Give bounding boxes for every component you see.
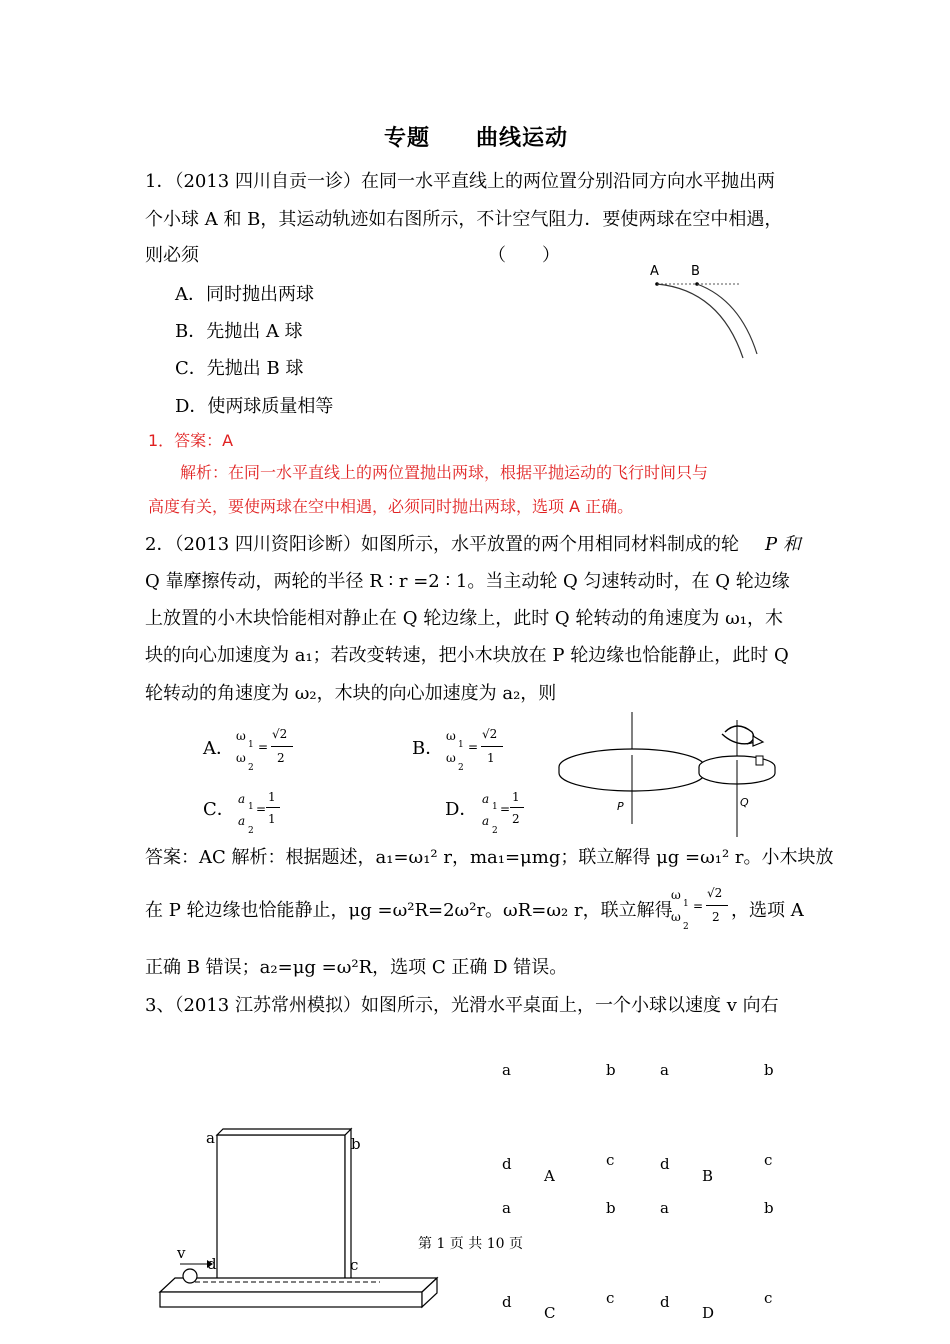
frac-rhs-num: 1	[512, 790, 520, 804]
q2-fig-label-q: Q	[740, 796, 749, 809]
frac-rhs-num: 1	[268, 790, 276, 804]
frac-sub: 2	[683, 922, 689, 932]
q1-line1: 1．（2013 四川自贡一诊）在同一水平直线上的两位置分别沿同方向水平抛出两	[145, 171, 775, 192]
grid-a-bl: d	[502, 1155, 512, 1173]
q1-line2: 个小球 A 和 B，其运动轨迹如右图所示，不计空气阻力．要使两球在空中相遇，	[145, 209, 783, 230]
grid-b-name: B	[702, 1167, 714, 1185]
q2-line1: 2．（2013 四川资阳诊断）如图所示，水平放置的两个用相同材料制成的轮	[145, 534, 739, 555]
grid-a-br: c	[606, 1151, 615, 1169]
grid-c-name: C	[544, 1304, 556, 1322]
q2-wheels-figure	[557, 712, 797, 837]
frac-sub: 2	[248, 826, 254, 836]
q1-paren: （ ）	[488, 245, 560, 266]
q2-line5: 轮转动的角速度为 ω₂，木块的向心加速度为 a₂，则	[145, 683, 557, 704]
grid-b-br: c	[764, 1151, 773, 1169]
grid-b-tl: a	[660, 1061, 669, 1079]
grid-d-bl: d	[660, 1293, 670, 1311]
q2-option-d-letter: D．	[445, 799, 478, 820]
q2-option-b-letter: B．	[412, 738, 444, 759]
frac-den: ω	[446, 751, 456, 765]
q2-answer-line2b: ，选项 A	[731, 900, 804, 921]
frac-den: ω	[671, 910, 681, 924]
frac-rhs-num: √2	[482, 727, 498, 741]
frac-rhs-den: 1	[487, 751, 495, 765]
q2-line1b: P 和	[765, 534, 801, 555]
grid-a-tl: a	[502, 1061, 511, 1079]
page-footer: 第 1 页 共 10 页	[418, 1236, 523, 1252]
q1-option-b: B．先抛出 A 球	[175, 321, 303, 342]
q1-option-a: A．同时抛出两球	[175, 284, 314, 305]
q2-answer-line1: 答案：AC 解析：根据题述，a₁=ω₁² r，ma₁=μmg；联立解得 μg =ω₁² r。小木块放	[145, 847, 834, 868]
q1-fig-label-b: B	[691, 264, 700, 279]
grid-d-name: D	[702, 1304, 715, 1322]
frac-rhs-den: 1	[268, 812, 276, 826]
q2-answer-line3: 正确 B 错误；a₂=μg =ω²R，选项 C 正确 D 错误。	[145, 957, 568, 978]
grid-d-br: c	[764, 1289, 773, 1307]
frac-sub: 2	[492, 826, 498, 836]
q3-label-b: b	[351, 1135, 361, 1153]
frac-rhs-den: 2	[277, 751, 285, 765]
q2-line4: 块的向心加速度为 a₁；若改变转速，把小木块放在 P 轮边缘也恰能静止，此时 Q	[145, 645, 789, 666]
q3-label-d: d	[207, 1255, 217, 1273]
q3-label-a: a	[206, 1129, 215, 1147]
frac-den: ω	[236, 751, 246, 765]
frac-sub: 1	[492, 802, 498, 812]
q1-line3: 则必须	[145, 245, 199, 266]
page-title: 专题 曲线运动	[384, 126, 569, 151]
q2-line3: 上放置的小木块恰能相对静止在 Q 轮边缘上，此时 Q 轮转动的角速度为 ω₁，木	[145, 608, 784, 629]
frac-sub: 1	[458, 740, 464, 750]
grid-d-tl: a	[660, 1199, 669, 1217]
q3-line1: 3、（2013 江苏常州模拟）如图所示，光滑水平桌面上，一个小球以速度 v 向右	[145, 995, 779, 1016]
q3-block-figure	[155, 1120, 445, 1310]
grid-b-bl: d	[660, 1155, 670, 1173]
frac-num: a	[238, 792, 246, 806]
q1-fig-label-a: A	[650, 264, 659, 279]
grid-c-tl: a	[502, 1199, 511, 1217]
frac-num: a	[482, 792, 490, 806]
frac-rhs-num: √2	[707, 886, 723, 900]
frac-den: a	[482, 814, 490, 828]
q2-option-c-letter: C．	[203, 799, 235, 820]
frac-sub: 2	[458, 763, 464, 773]
frac-sub: 2	[248, 763, 254, 773]
q1-analysis-1: 解析：在同一水平直线上的两位置抛出两球，根据平抛运动的飞行时间只与	[180, 463, 709, 482]
frac-rhs-den: 2	[712, 910, 720, 924]
q1-trajectory-figure	[645, 278, 775, 368]
frac-sub: 1	[248, 740, 254, 750]
grid-a-tr: b	[606, 1061, 616, 1079]
grid-d-tr: b	[764, 1199, 774, 1217]
frac-num: ω	[236, 729, 246, 743]
frac-num: ω	[446, 729, 456, 743]
frac-rhs-den: 2	[512, 812, 520, 826]
grid-a-name: A	[544, 1167, 555, 1185]
q1-option-c: C．先抛出 B 球	[175, 358, 304, 379]
q2-option-a-letter: A．	[203, 738, 234, 759]
q1-analysis-2: 高度有关，要使两球在空中相遇，必须同时抛出两球，选项 A 正确。	[148, 497, 634, 516]
q1-answer: 1．答案：A	[148, 431, 234, 450]
q2-fig-label-p: P	[617, 800, 624, 813]
grid-c-bl: d	[502, 1293, 512, 1311]
q3-label-v: v	[177, 1244, 186, 1262]
frac-num: ω	[671, 888, 681, 902]
grid-c-tr: b	[606, 1199, 616, 1217]
q1-option-d: D．使两球质量相等	[175, 396, 334, 417]
grid-b-tr: b	[764, 1061, 774, 1079]
grid-c-br: c	[606, 1289, 615, 1307]
frac-rhs-num: √2	[272, 727, 288, 741]
q3-label-c: c	[350, 1256, 359, 1274]
frac-sub: 1	[683, 899, 689, 909]
q2-answer-line2: 在 P 轮边缘也恰能静止，μg =ω²R=2ω²r。ωR=ω₂ r，联立解得	[145, 900, 673, 921]
frac-den: a	[238, 814, 246, 828]
frac-sub: 1	[248, 802, 254, 812]
q2-line2: Q 靠摩擦传动，两轮的半径 R ∶ r =2 ∶ 1。当主动轮 Q 匀速转动时，在 Q 轮边缘	[145, 571, 790, 592]
